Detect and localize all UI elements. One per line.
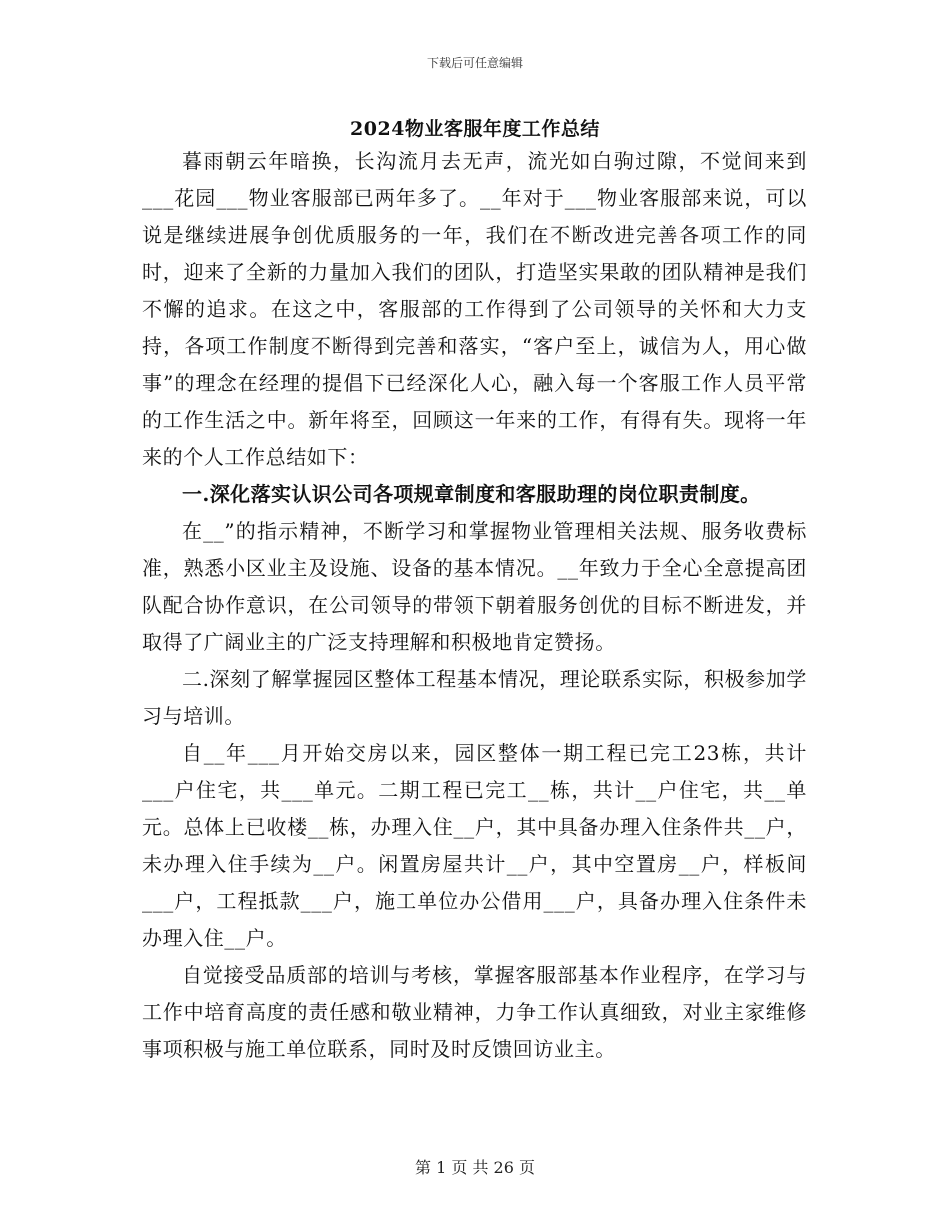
section-heading-one: 一.深化落实认识公司各项规章制度和客服助理的岗位职责制度。 [182,482,761,506]
paragraph-intro: 暮雨朝云年暗换，长沟流月去无声，流光如白驹过隙，不觉间来到___花园___物业客服部已两年多了。__年对于___物业客服部来说，可以说是继续进展争创优质服务的一年，我们在不断改进完善各项工作的同时，迎来了全新的力量加入我们的团队，打造坚实果敢的团队精神是我们不懈的追求。在这之中，客服部的工作得到了公司领导的关怀和大力支持，各项工作制度不断得到完善和落实，“客户至上，诚信为人，用心做事”的理念在经理的提倡下已经深化人心，融入每一个客服工作人员平常的工作生活之中。新年将至，回顾这一年来的工作，有得有失。现将一年来的个人工作总结如下： [142,149,807,469]
paragraph-training: 自觉接受品质部的培训与考核，掌握客服部基本作业程序，在学习与工作中培育高度的责任感和敬业精神，力争工作认真细致，对业主家维修事项积极与施工单位联系，同时及时反馈回访业主。 [142,963,807,1061]
section-heading-two: 二.深刻了解掌握园区整体工程基本情况，理论联系实际，积极参加学习与培训。 [142,667,807,728]
page-number-footer: 第 1 页 共 26 页 [415,1158,535,1177]
document-body [142,143,807,1068]
document-title: 2024物业客服年度工作总结 [350,118,600,140]
paragraph-project-status: 自__年___月开始交房以来，园区整体一期工程已完工23栋，共计___户住宅，共___单元。二期工程已完工__栋，共计__户住宅，共__单元。总体上已收楼__栋，办理入住__户，其中具备办理入住条件共__户，未办理入住手续为__户。闲置房屋共计__户，其中空置房__户，样板间___户，工程抵款___户，施工单位办公借用___户，具备办理入住条件未办理入住__户。 [142,741,807,950]
paragraph-section-one: 在__”的指示精神，不断学习和掌握物业管理相关法规、服务收费标准，熟悉小区业主及设施、设备的基本情况。__年致力于全心全意提高团队配合协作意识，在公司领导的带领下朝着服务创优的目标不断进发，并取得了广阔业主的广泛支持理解和积极地肯定赞扬。 [142,519,807,654]
page-header-note: 下载后可任意编辑 [426,56,523,70]
